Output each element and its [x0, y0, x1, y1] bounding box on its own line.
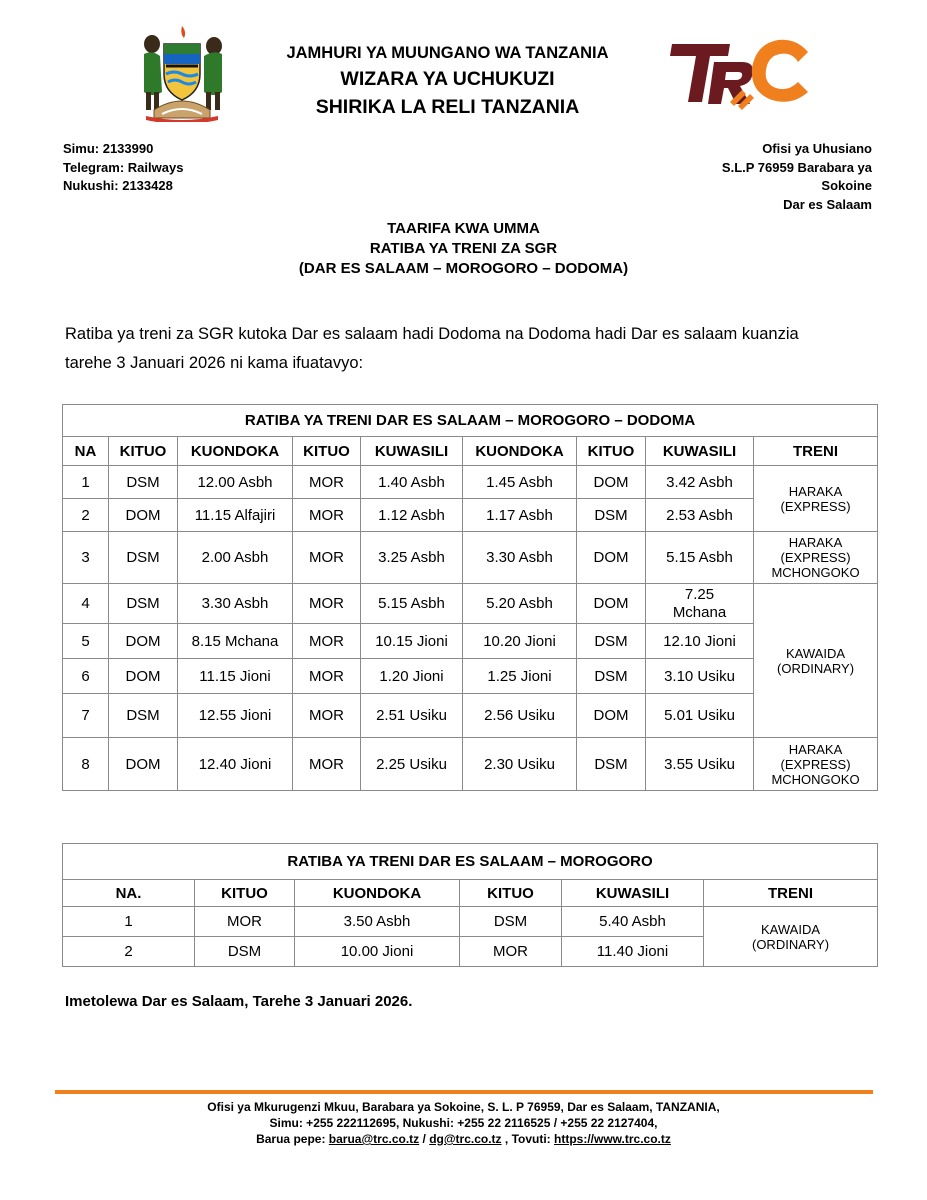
train-type-line: HARAKA [788, 741, 843, 757]
website-link[interactable]: https://www.trc.co.tz [554, 1132, 671, 1146]
notice-title-schedule: RATIBA YA TRENI ZA SGR [369, 240, 558, 257]
table1-cell: 1 [63, 466, 109, 499]
table2-header: NA. [63, 880, 195, 907]
table1-cell: 3.55 Usiku [646, 738, 754, 791]
footer-phone-fax: Simu: +255 222112695, Nukushi: +255 22 2116525 / +255 22 2127404, [269, 1116, 658, 1130]
train-type-line: MCHONGOKO [771, 565, 860, 580]
issued-statement: Imetolewa Dar es Salaam, Tarehe 3 Januari 2026. [65, 993, 413, 1010]
train-type-line: (ORDINARY) [777, 660, 855, 676]
trc-logo [668, 30, 818, 116]
contact-street: Sokoine [821, 178, 872, 193]
table2-cell: MOR [195, 907, 295, 937]
footer-separator: / [419, 1132, 430, 1146]
footer-address: Ofisi ya Mkurugenzi Mkuu, Barabara ya Sokoine, S. L. P 76959, Dar es Salaam, TANZANIA, [207, 1100, 720, 1114]
table1-header: KITUO [109, 437, 178, 466]
table1-cell: MOR [293, 624, 361, 659]
table-row [63, 907, 878, 937]
contact-city: Dar es Salaam [783, 196, 872, 212]
table1-cell: 1.20 Jioni [361, 659, 463, 694]
table1-header: NA [63, 437, 109, 466]
contact-left [63, 140, 183, 196]
contact-telegram: Telegram: Railways [63, 159, 184, 175]
table1-cell: MOR [293, 659, 361, 694]
table2-cell: 2 [63, 937, 195, 967]
table-row [63, 466, 878, 499]
table1-cell: 2 [63, 499, 109, 532]
table1-header: KITUO [293, 437, 361, 466]
intro-line-1: Ratiba ya treni za SGR kutoka Dar es salaam hadi Dodoma na Dodoma hadi Dar es salaam kuanzia [65, 325, 799, 343]
table1-cell: 8 [63, 738, 109, 791]
schedule-table-dsm-mor-dom [62, 404, 878, 791]
table1-cell: 2.51 Usiku [361, 694, 463, 738]
table1-cell: DOM [109, 624, 178, 659]
table1-cell: 5.20 Asbh [463, 584, 577, 624]
table-row [63, 738, 878, 791]
table2-cell: MOR [460, 937, 562, 967]
table1-cell: 1.12 Asbh [361, 499, 463, 532]
table1-cell: DOM [109, 738, 178, 791]
table1-cell: DSM [109, 584, 178, 624]
letterhead-line-corporation: SHIRIKA LA RELI TANZANIA [315, 96, 580, 118]
table1-cell: 1.25 Jioni [463, 659, 577, 694]
table1-cell: DSM [577, 659, 646, 694]
trc-logo-text: TRC [743, 114, 746, 115]
table2-cell: 11.40 Jioni [562, 937, 704, 967]
train-type-express [754, 466, 878, 532]
train-type-ordinary [704, 907, 878, 967]
table1-cell: 11.15 Alfajiri [178, 499, 293, 532]
table2-cell: 1 [63, 907, 195, 937]
table1-cell: 1.17 Asbh [463, 499, 577, 532]
table1-header: KUWASILI [361, 437, 463, 466]
table1-cell: DSM [577, 499, 646, 532]
table1-cell: 7.25 Mchana [646, 584, 754, 624]
table1-cell: DOM [109, 499, 178, 532]
table1-cell: 12.10 Jioni [646, 624, 754, 659]
train-type-line: HARAKA [788, 535, 843, 550]
table1-cell: DSM [109, 466, 178, 499]
table2-header: KUONDOKA [295, 880, 460, 907]
table1-cell: 3.30 Asbh [463, 532, 577, 584]
notice-title-route: (DAR ES SALAAM – MOROGORO – DODOMA) [298, 260, 629, 277]
table1-header: TRENI [754, 437, 878, 466]
table1-cell: DSM [109, 694, 178, 738]
table1-cell: 5 [63, 624, 109, 659]
table2-header: KUWASILI [562, 880, 704, 907]
table2-cell: 10.00 Jioni [295, 937, 460, 967]
coat-of-arms-emblem [132, 22, 232, 122]
table1-caption: RATIBA YA TRENI DAR ES SALAAM – MOROGORO – DODOMA [63, 405, 878, 437]
letterhead-line-ministry: WIZARA YA UCHUKUZI [340, 68, 555, 90]
contact-office: Ofisi ya Uhusiano [762, 141, 872, 156]
table1-cell: 3.10 Usiku [646, 659, 754, 694]
table1-cell: 6 [63, 659, 109, 694]
table1-cell: 1.40 Asbh [361, 466, 463, 499]
footer-rule [55, 1090, 873, 1094]
email-link-barua[interactable]: barua@trc.co.tz [328, 1132, 420, 1146]
train-type-line: (EXPRESS) [780, 756, 851, 772]
train-type-line: (EXPRESS) [780, 550, 851, 565]
table2-cell: 5.40 Asbh [562, 907, 704, 937]
table1-cell: 5.15 Asbh [646, 532, 754, 584]
email-link-dg[interactable]: dg@trc.co.tz [429, 1132, 502, 1146]
table-row [63, 532, 878, 584]
table1-cell: MOR [293, 466, 361, 499]
table1-cell: 3.25 Asbh [361, 532, 463, 584]
table1-cell: DOM [577, 532, 646, 584]
table2-caption: RATIBA YA TRENI DAR ES SALAAM – MOROGORO [63, 844, 878, 880]
table1-cell: MOR [293, 499, 361, 532]
table1-cell: MOR [293, 738, 361, 791]
footer [0, 1099, 927, 1147]
footer-email-label: Barua pepe: [256, 1132, 329, 1146]
table-row [63, 584, 878, 624]
train-type-express-mchongoko [754, 532, 878, 584]
train-type-line: MCHONGOKO [771, 771, 860, 787]
notice-title-public: TAARIFA KWA UMMA [387, 220, 540, 237]
contact-phone: Simu: 2133990 [63, 141, 154, 156]
table1-cell: MOR [293, 584, 361, 624]
letterhead-line-republic: JAMHURI YA MUUNGANO WA TANZANIA [286, 44, 609, 62]
table1-cell: 10.15 Jioni [361, 624, 463, 659]
table1-cell: 2.53 Asbh [646, 499, 754, 532]
intro-paragraph [65, 320, 885, 378]
contact-pobox: S.L.P 76959 Barabara ya [721, 159, 872, 175]
table2-header: TRENI [704, 880, 878, 907]
table2-header: KITUO [195, 880, 295, 907]
table1-cell: 2.56 Usiku [463, 694, 577, 738]
table1-cell: 3.42 Asbh [646, 466, 754, 499]
table1-cell: 3 [63, 532, 109, 584]
table1-cell: DSM [577, 624, 646, 659]
train-type-line: KAWAIDA [761, 921, 821, 937]
footer-contacts [0, 1131, 927, 1147]
table1-cell: 4 [63, 584, 109, 624]
train-type-ordinary [754, 584, 878, 738]
table1-cell: MOR [293, 532, 361, 584]
table1-cell: MOR [293, 694, 361, 738]
table1-header: KUWASILI [646, 437, 754, 466]
table1-cell: 7 [63, 694, 109, 738]
footer-web-label: , Tovuti: [501, 1132, 554, 1146]
table2-header: KITUO [460, 880, 562, 907]
table1-cell: 1.45 Asbh [463, 466, 577, 499]
table1-cell: 12.55 Jioni [178, 694, 293, 738]
table1-cell: 2.30 Usiku [463, 738, 577, 791]
contact-fax: Nukushi: 2133428 [63, 178, 173, 193]
table1-header: KITUO [577, 437, 646, 466]
train-type-line: KAWAIDA [786, 645, 846, 661]
table1-cell: DOM [577, 694, 646, 738]
table1-cell: 11.15 Jioni [178, 659, 293, 694]
table1-cell: 2.25 Usiku [361, 738, 463, 791]
intro-line-2: tarehe 3 Januari 2026 ni kama ifuatavyo: [65, 354, 364, 372]
table1-cell: DSM [577, 738, 646, 791]
table1-cell: DSM [109, 532, 178, 584]
table1-cell: 5.01 Usiku [646, 694, 754, 738]
contact-right [722, 140, 872, 214]
train-type-express-mchongoko [754, 738, 878, 791]
table2-cell: 3.50 Asbh [295, 907, 460, 937]
train-type-line: HARAKA [788, 483, 843, 499]
table1-cell: 8.15 Mchana [178, 624, 293, 659]
table1-header: KUONDOKA [178, 437, 293, 466]
train-type-line: (ORDINARY) [751, 936, 830, 952]
table1-cell: 10.20 Jioni [463, 624, 577, 659]
table1-cell: 12.00 Asbh [178, 466, 293, 499]
table1-cell: 12.40 Jioni [178, 738, 293, 791]
table1-header: KUONDOKA [463, 437, 577, 466]
train-type-line: (EXPRESS) [780, 498, 851, 514]
table1-cell: DOM [109, 659, 178, 694]
table1-cell: 5.15 Asbh [361, 584, 463, 624]
table2-cell: DSM [460, 907, 562, 937]
table1-cell: 3.30 Asbh [178, 584, 293, 624]
table1-cell: DOM [577, 466, 646, 499]
table1-cell: DOM [577, 584, 646, 624]
table1-cell: 2.00 Asbh [178, 532, 293, 584]
table2-cell: DSM [195, 937, 295, 967]
schedule-table-dsm-mor [62, 843, 878, 967]
